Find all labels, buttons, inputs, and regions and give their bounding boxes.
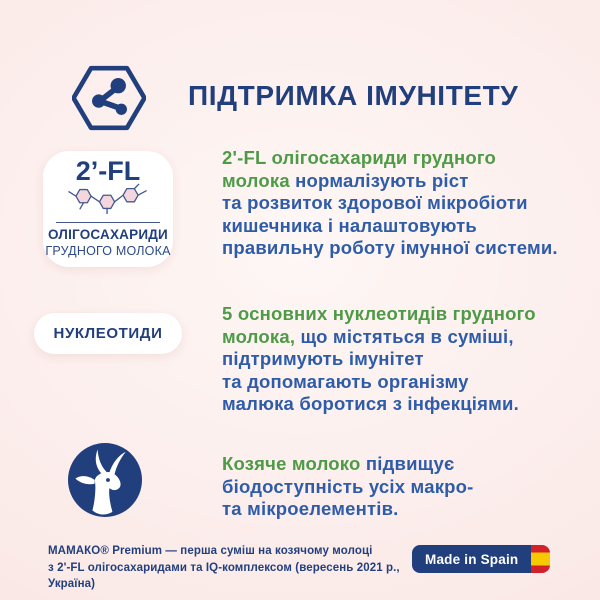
badge-subtitle-oligosaccharides: ОЛІГОСАХАРИДИ: [48, 227, 168, 242]
text-segment: що містяться в суміші,: [295, 325, 514, 347]
badge-subtitle-breast-milk: ГРУДНОГО МОЛОКА: [45, 244, 171, 258]
badge-divider: [56, 222, 160, 223]
text-segment: підтримують імунітет: [222, 348, 424, 369]
made-in-spain-badge: [412, 545, 550, 573]
footnote-line: з 2'-FL олігосахаридами та IQ-комплексом (вересень 2021 р.,: [48, 561, 400, 574]
oligosaccharides-text: [222, 147, 594, 260]
text-segment: та мікроелементів.: [222, 498, 399, 519]
footnote-line: МАМАКО® Premium — перша суміш на козячому молоці: [48, 545, 373, 557]
spain-flag-icon: [531, 545, 550, 573]
goat-head-icon: [68, 443, 142, 517]
molecule-hexagon-icon: [72, 64, 146, 132]
goat-milk-text: [222, 453, 594, 521]
footnote-line: Україна): [48, 578, 96, 590]
text-segment: молока: [222, 169, 290, 191]
text-segment: підвищує: [360, 453, 455, 474]
text-segment: 5 основних нуклеотидів грудного: [222, 303, 536, 324]
text-segment: нормалізують ріст: [289, 169, 469, 191]
made-in-spain-label: Made in Spain: [412, 545, 531, 573]
text-segment: біодоступність усіх макро-: [222, 475, 474, 497]
nucleotides-text: [222, 303, 594, 416]
text-segment: кишечника і налаштовують: [222, 214, 477, 236]
footnote: [48, 543, 408, 593]
text-segment: 2'-FL олігосахариди грудного: [222, 147, 496, 168]
text-segment: правильну роботу імунної системи.: [222, 237, 558, 258]
text-segment: молока,: [222, 325, 296, 347]
text-segment: Козяче молоко: [222, 453, 361, 474]
text-segment: малюка боротися з інфекціями.: [222, 393, 519, 414]
sugar-chain-molecule-icon: [62, 183, 154, 220]
page-title: ПІДТРИМКА ІМУНІТЕТУ: [188, 80, 519, 111]
nucleotides-badge: НУКЛЕОТИДИ: [34, 313, 182, 354]
oligosaccharides-badge: [43, 151, 173, 267]
badge-2fl-title: 2’-FL: [75, 156, 141, 186]
text-segment: та розвиток здорової мікробіоти: [222, 192, 528, 213]
text-segment: та допомагають організму: [222, 370, 469, 392]
